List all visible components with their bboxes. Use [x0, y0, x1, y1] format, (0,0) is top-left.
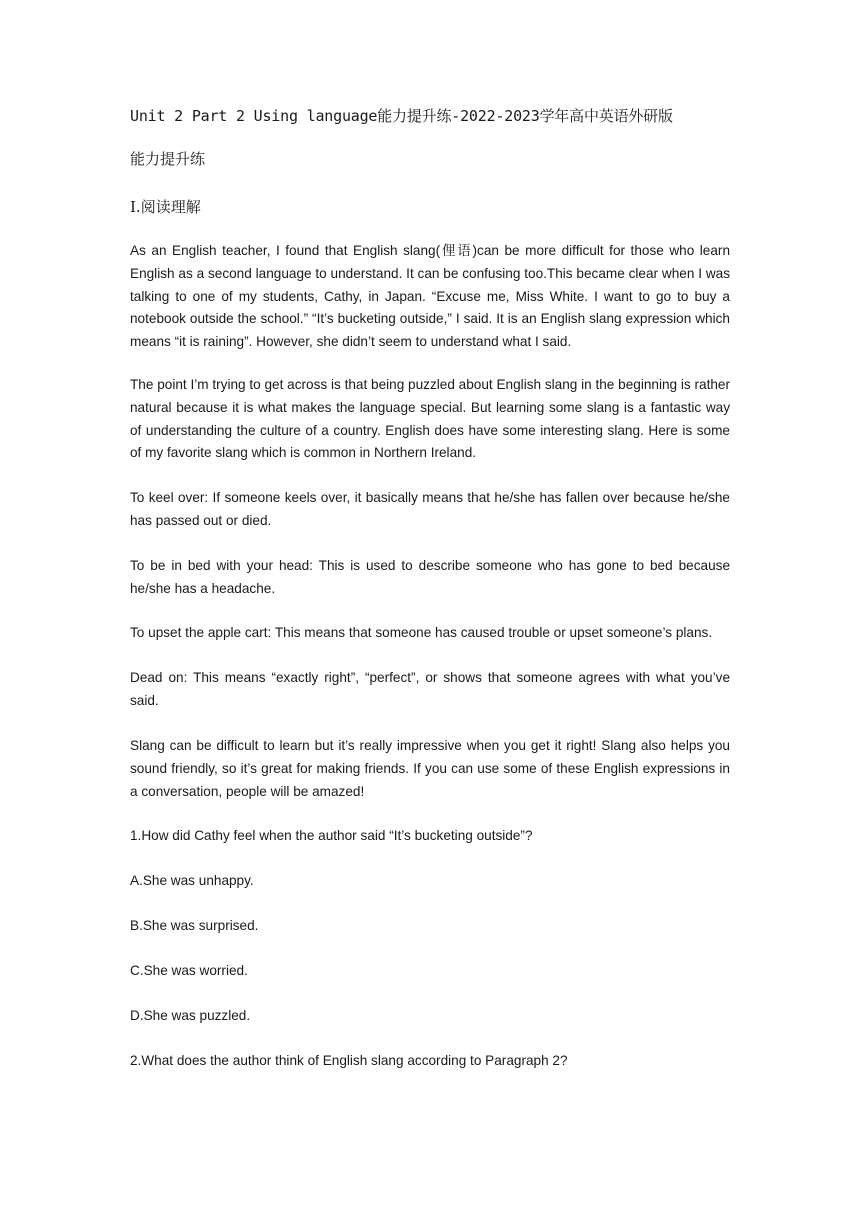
question-1-option-b: B.She was surprised.	[130, 918, 259, 933]
question-2-stem: 2.What does the author think of English slang according to Paragraph 2?	[130, 1053, 568, 1068]
passage-paragraph-7: Slang can be difficult to learn but it’s really impressive when you get it right! Slang also helps you sound friendly, so it’s great for making friends. If you can use some of these English expressions in a conversation, people will be amazed!	[130, 738, 730, 799]
document-subtitle: 能力提升练	[130, 150, 206, 168]
passage-paragraph-3: To keel over: If someone keels over, it basically means that he/she has fallen over because he/she has passed out or died.	[130, 490, 730, 528]
question-1-option-d: D.She was puzzled.	[130, 1008, 251, 1023]
document-title: Unit 2 Part 2 Using language能力提升练-2022-2023学年高中英语外研版	[130, 107, 673, 125]
question-1-option-a: A.She was unhappy.	[130, 873, 254, 888]
passage-paragraph-5: To upset the apple cart: This means that someone has caused trouble or upset someone’s plans.	[130, 625, 713, 640]
section-heading: Ⅰ.阅读理解	[130, 198, 201, 216]
passage-paragraph-1: As an English teacher, I found that English slang(俚语)can be more difficult for those who learn English as a second language to understand. It can be confusing too.This became clear when I was talking to one of my students, Cathy, in Japan. “Excuse me, Miss White. I want to go to buy a notebook outside the school.” “It’s bucketing outside,” I said. It is an English slang expression which means “it is raining”. However, she didn’t seem to understand what I said.	[130, 243, 730, 350]
question-1-stem: 1.How did Cathy feel when the author said “It’s bucketing outside”?	[130, 828, 533, 843]
passage-paragraph-6: Dead on: This means “exactly right”, “perfect”, or shows that someone agrees with what you’ve said.	[130, 670, 730, 708]
question-1-option-c: C.She was worried.	[130, 963, 248, 978]
passage-paragraph-2: The point I’m trying to get across is that being puzzled about English slang in the beginning is rather natural because it is what makes the language special. But learning some slang is a fantastic way of understanding the culture of a country. English does have some interesting slang. Here is some of my favorite slang which is common in Northern Ireland.	[130, 377, 730, 461]
passage-paragraph-4: To be in bed with your head: This is used to describe someone who has gone to bed because he/she has a headache.	[130, 558, 730, 596]
